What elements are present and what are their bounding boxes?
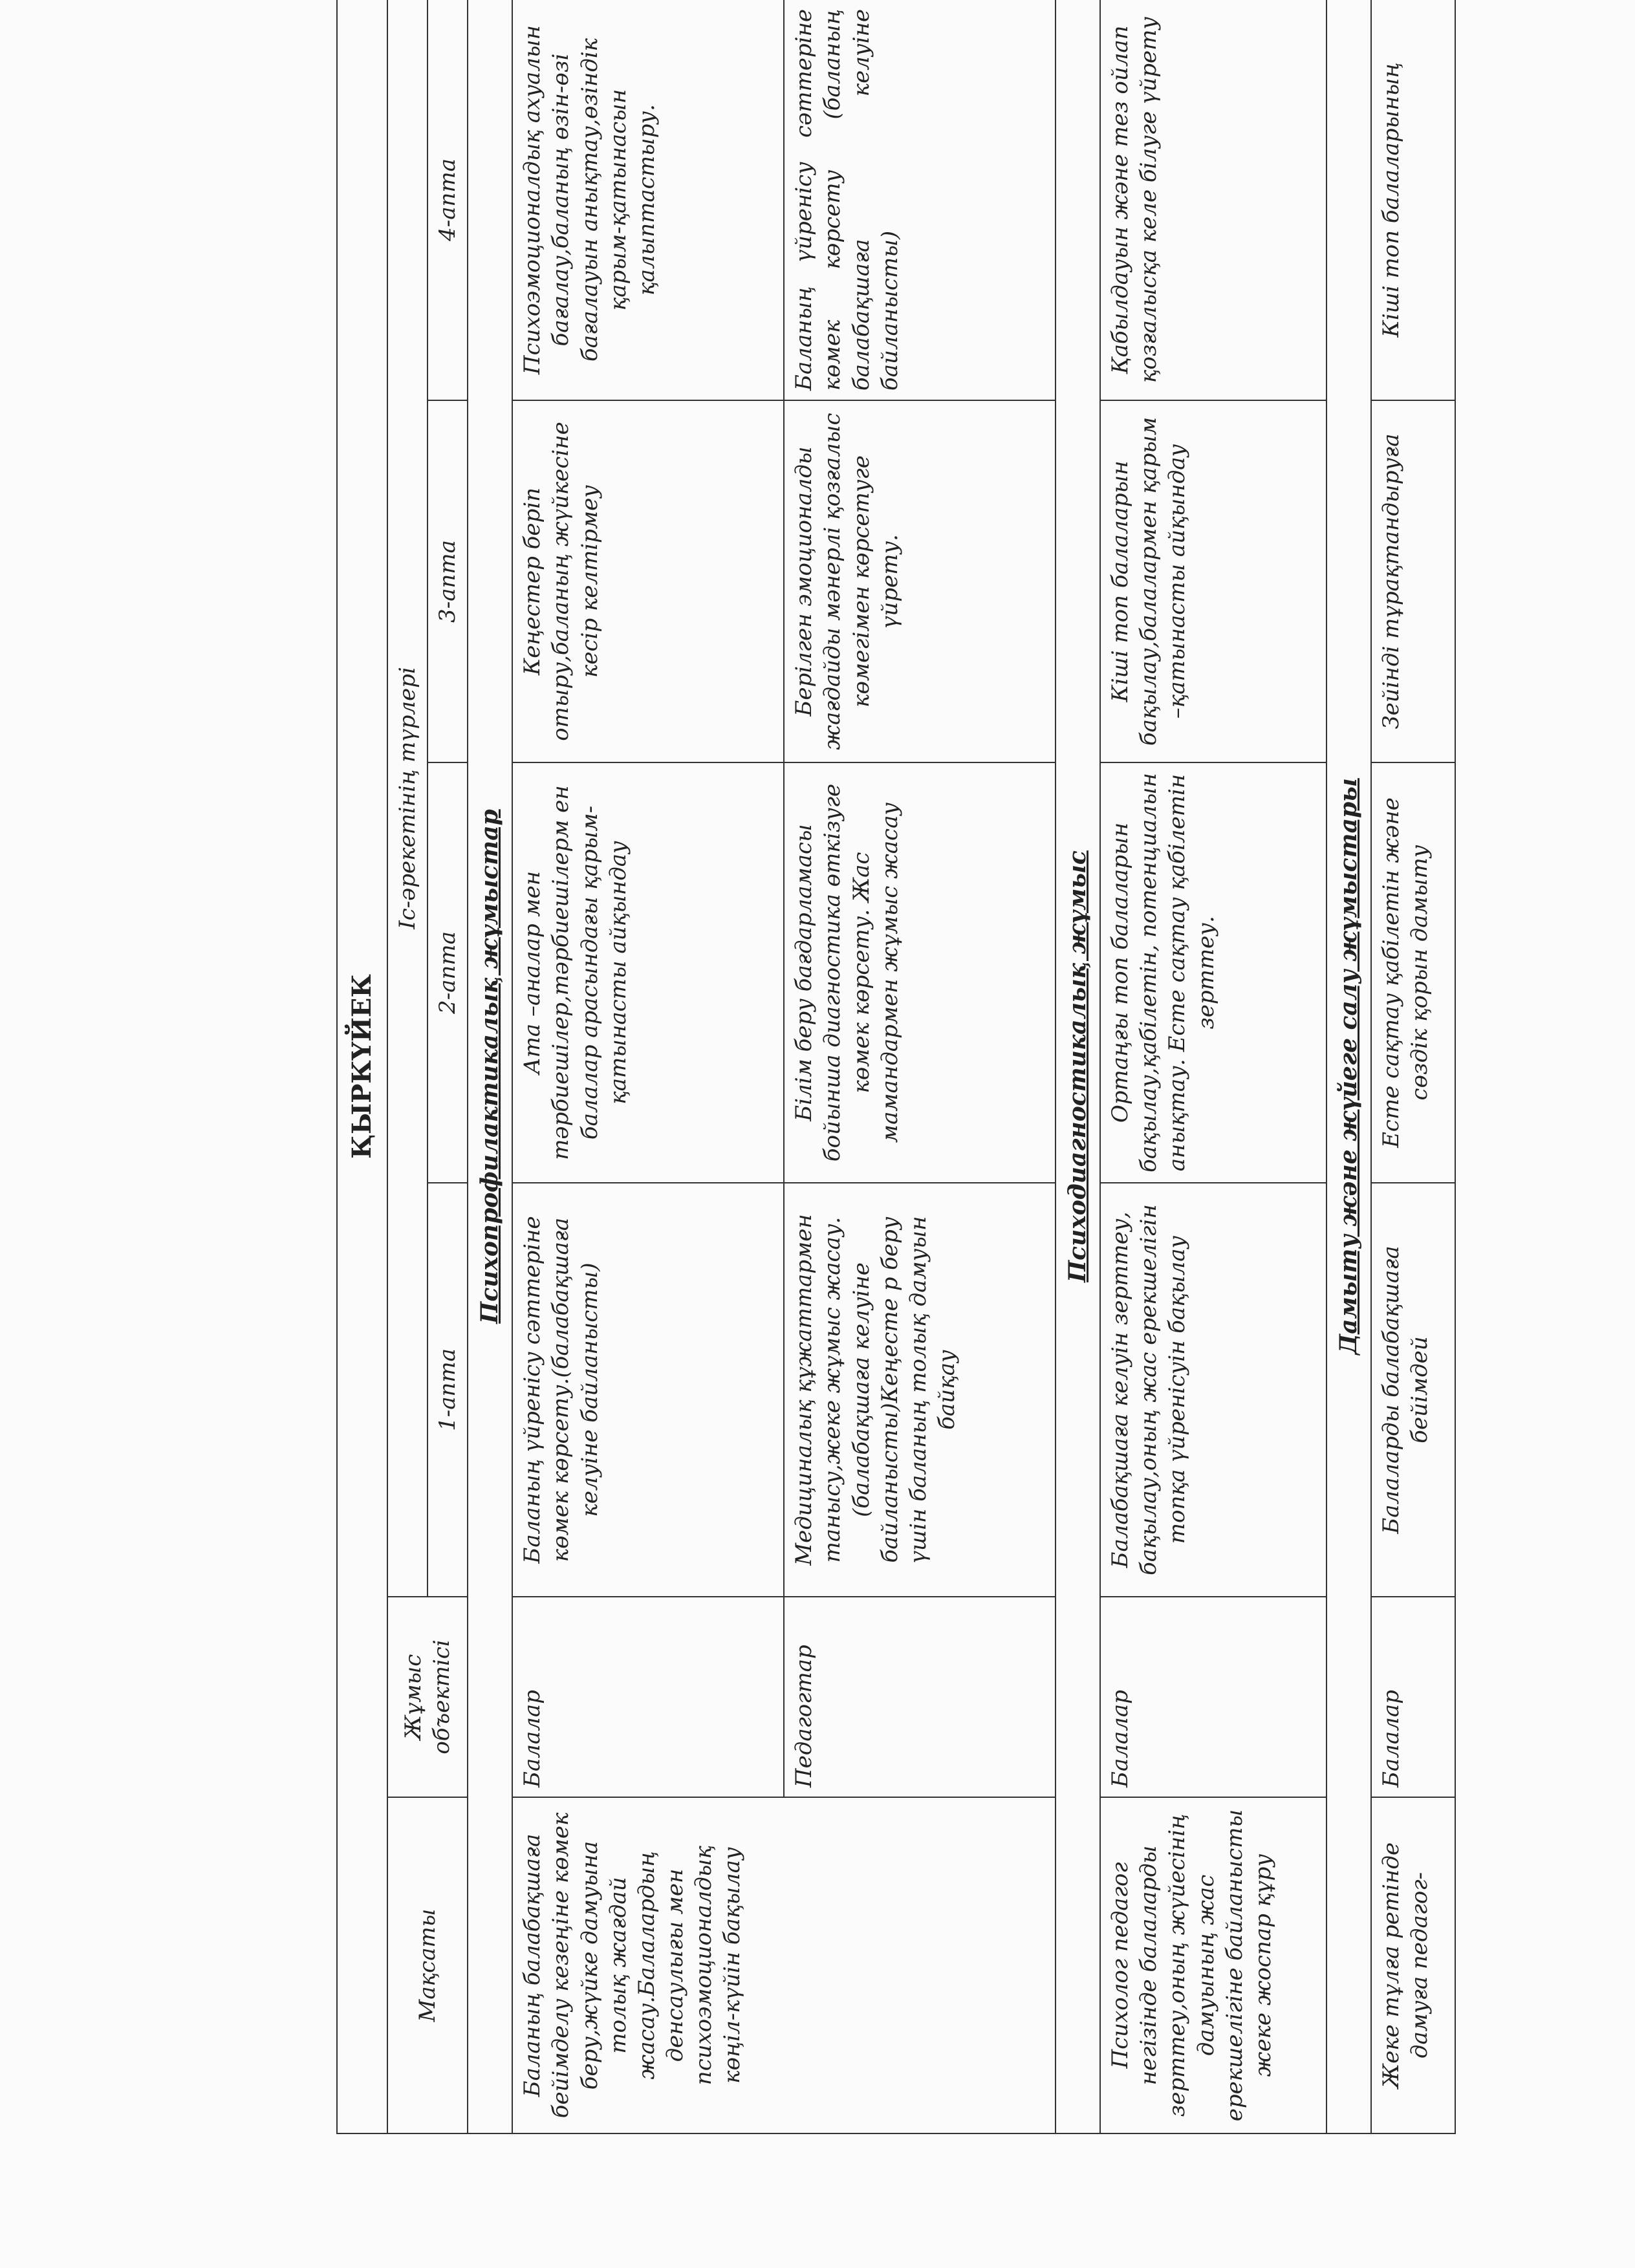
page-title: ҚЫРКҮЙЕК [337, 0, 387, 2133]
header-week-1: 1-апта [428, 1183, 468, 1597]
section-title: Психодиагностикалық жұмыс [1056, 0, 1100, 2133]
row-week-4: Баланың үйренісу сәттеріне көмек көрсету (баланың балабақшаға келуіне байланысты) [784, 0, 1056, 400]
row-week-4: Қабылдауын және тез ойлап қозғалысқа келе білуге үйрету [1100, 0, 1326, 400]
row-object: Балалар [512, 1597, 784, 1797]
header-week-2: 2-апта [428, 762, 468, 1183]
row-week-2: Ата –аналар мен тәрбиешілер,тәрбиешілерм ен балалар арасындағы қарым-қатынасты айқындау [512, 762, 784, 1183]
section-title: Психопрофилактикалық жұмыстар [468, 0, 512, 2133]
row-week-4: Психоэмоционалдық ахуалын бағалау,баланың өзін-өзі бағалауын анықтау,өзіндік қарым-қатынасын қалыптастыру. [512, 0, 784, 400]
row-week-4: Кіші топ балаларының [1371, 0, 1455, 400]
row-object: Балалар [1100, 1597, 1326, 1797]
row-maksat: Баланың балабақшаға бейімделу кезеңіне көмек беру,жүйке дамуына толық жағдай жасау.Балалардың денсаулығы мен психоэмоционалдық көңіл-күйін бақылау [512, 1797, 1056, 2133]
row-week-3: Зейінді тұрақтандыруға [1371, 400, 1455, 762]
header-week-4: 4-апта [428, 0, 468, 400]
row-maksat: Психолог педагог негізінде балаларды зерттеу,оның жүйесінің дамуының жас ерекшелігіне байланысты жеке жоспар құру [1100, 1797, 1326, 2133]
header-maksat: Мақсаты [387, 1797, 468, 2133]
row-maksat: Жеке тұлға ретінде дамуға педагог- [1371, 1797, 1455, 2133]
row-week-3: Кіші топ балаларын бақылау,балалармен қарым –қатынасты айқындау [1100, 400, 1326, 762]
row-week-1: Балаларды балабақшаға бейімдей [1371, 1183, 1455, 1597]
schedule-table [336, 0, 1456, 2134]
row-week-2: Ортаңғы топ балаларын бақылау,қабілетін, потенциалын анықтау. Есте сақтау қабілетін зерттеу. [1100, 762, 1326, 1183]
row-week-3: Берілген эмоционалды жағдайды мәнерлі қозғалыс көмегімен көрсетуге үйрету. [784, 400, 1056, 762]
rotated-page [336, 0, 1565, 2134]
section-title: Дамыту және жүйеге салу жұмыстары [1326, 0, 1371, 2133]
row-week-1: Баланың үйренісу сәттеріне көмек көрсету.(балабақшаға келуіне байланысты) [512, 1183, 784, 1597]
header-object: Жұмыс объектісі [387, 1597, 468, 1797]
header-types: Іс-әрекетінің түрлері [387, 0, 428, 1597]
row-object: Балалар [1371, 1597, 1455, 1797]
header-week-3: 3-апта [428, 400, 468, 762]
row-object: Педагогтар [784, 1597, 1056, 1797]
row-week-2: Есте сақтау қабілетін және сөздік қорын дамыту [1371, 762, 1455, 1183]
row-week-3: Кеңестер беріп отыру,баланың жүйкесіне кесір келтірмеу [512, 400, 784, 762]
row-week-1: Балабақшаға келуін зерттеу, бақылау,оның жас ерекшелігін топқа үйренісуін бақылау [1100, 1183, 1326, 1597]
row-week-1: Медициналық құжаттармен танысу,жеке жұмыс жасау.(балабақшаға келуіне байланысты)Кеңесте р беру үшін баланың толық дамуын байқау [784, 1183, 1056, 1597]
row-week-2: Білім беру бағдарламасы бойынша диагностика өткізуге көмек көрсету. Жас мамандармен жұмыс жасау [784, 762, 1056, 1183]
